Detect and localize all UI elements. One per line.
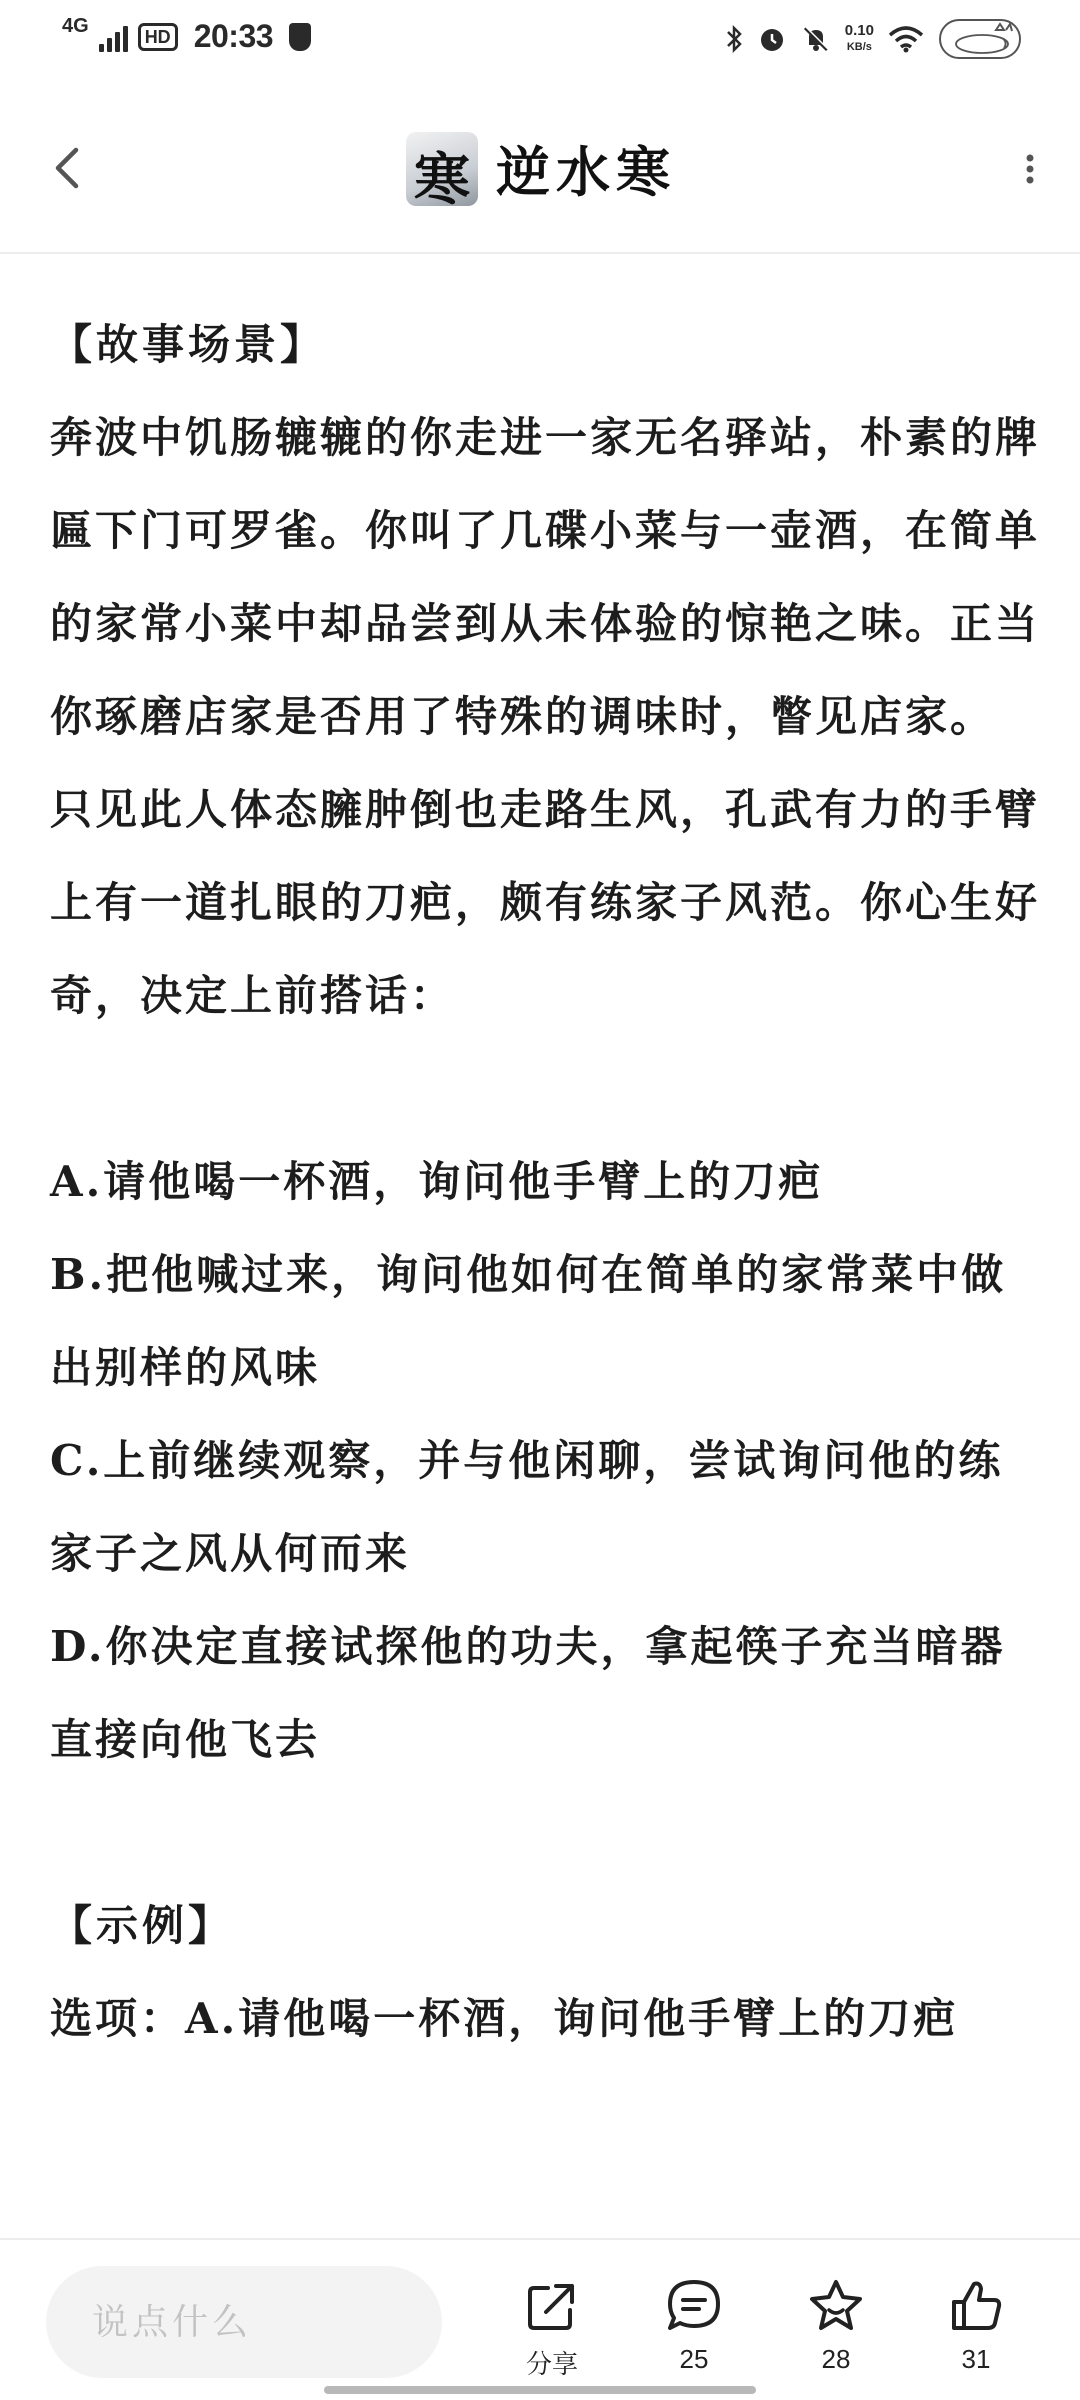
mute-bell-icon: [801, 24, 831, 54]
game-logo: [406, 132, 478, 206]
story-paragraph: 只见此人体态臃肿倒也走路生风，孔武有力的手臂上有一道扎眼的刀疤，颇有练家子风范。你心生好奇，决定上前搭话：: [50, 785, 1041, 1020]
logo-char: 寒: [414, 146, 470, 206]
thumbs-up-icon: [946, 2276, 1006, 2336]
signal-icon: [99, 22, 128, 52]
speed-unit: KB/s: [846, 41, 872, 53]
chevron-left-icon: [42, 136, 102, 200]
like-button[interactable]: [926, 2276, 1026, 2375]
network-speed: [845, 23, 874, 55]
example-title: 【示例】: [50, 1901, 235, 1950]
option-d: D.你决定直接试探他的功夫，拿起筷子充当暗器直接向他飞去: [50, 1622, 1006, 1764]
share-button[interactable]: [502, 2276, 602, 2381]
spacer: [50, 1042, 1040, 1135]
speed-value: 0.10: [844, 22, 874, 39]
more-options-button[interactable]: [1010, 136, 1050, 200]
share-icon: [522, 2276, 582, 2336]
app-brand[interactable]: [406, 130, 676, 207]
option-a: A.请他喝一杯酒，询问他手臂上的刀疤: [50, 1157, 824, 1206]
clock: 20:33: [193, 18, 274, 54]
bottom-action-bar: [0, 2238, 1080, 2400]
example-value: A.请他喝一杯酒，询问他手臂上的刀疤: [185, 1994, 959, 2043]
network-type: 4G: [62, 15, 89, 37]
star-icon: [806, 2276, 866, 2336]
share-label: 分享: [525, 2349, 578, 2379]
wifi-icon: [888, 25, 924, 53]
shield-icon: [289, 23, 311, 51]
top-navigation: [0, 84, 1080, 254]
comment-count: 25: [679, 2344, 709, 2374]
hd-badge: HD: [138, 23, 178, 51]
comment-input[interactable]: [46, 2266, 442, 2378]
alarm-icon: [757, 24, 787, 54]
status-bar: [0, 0, 1080, 84]
like-count: 31: [961, 2344, 991, 2374]
story-paragraph: 奔波中饥肠辘辘的你走进一家无名驿站，朴素的牌匾下门可罗雀。你叫了几碟小菜与一壶酒，在简单的家常小菜中却品尝到从未体验的惊艳之味。正当你琢磨店家是否用了特殊的调味时，瞥见店家。: [50, 413, 1041, 741]
favorite-count: 28: [821, 2344, 851, 2374]
status-right: [725, 16, 1024, 62]
example-label: 选项：: [50, 1994, 186, 2043]
status-left: [62, 15, 311, 55]
scene-title: 【故事场景】: [50, 320, 327, 369]
spacer: [50, 1786, 1040, 1879]
favorite-button[interactable]: [786, 2276, 886, 2375]
comment-button[interactable]: [644, 2276, 744, 2375]
home-indicator[interactable]: [324, 2386, 756, 2394]
example-line: [50, 1972, 1040, 2065]
bluetooth-icon: [725, 24, 743, 54]
option-b: B.把他喊过来，询问他如何在简单的家常菜中做出别样的风味: [50, 1250, 1007, 1392]
back-button[interactable]: [42, 136, 102, 200]
more-vertical-icon: [1010, 136, 1050, 200]
comment-icon: [664, 2276, 724, 2336]
battery-cat-icon: [938, 16, 1024, 62]
page-title: 逆水寒: [496, 140, 676, 204]
post-content: [50, 298, 1040, 2065]
option-c: C.上前继续观察，并与他闲聊，尝试询问他的练家子之风从何而来: [50, 1436, 1004, 1578]
